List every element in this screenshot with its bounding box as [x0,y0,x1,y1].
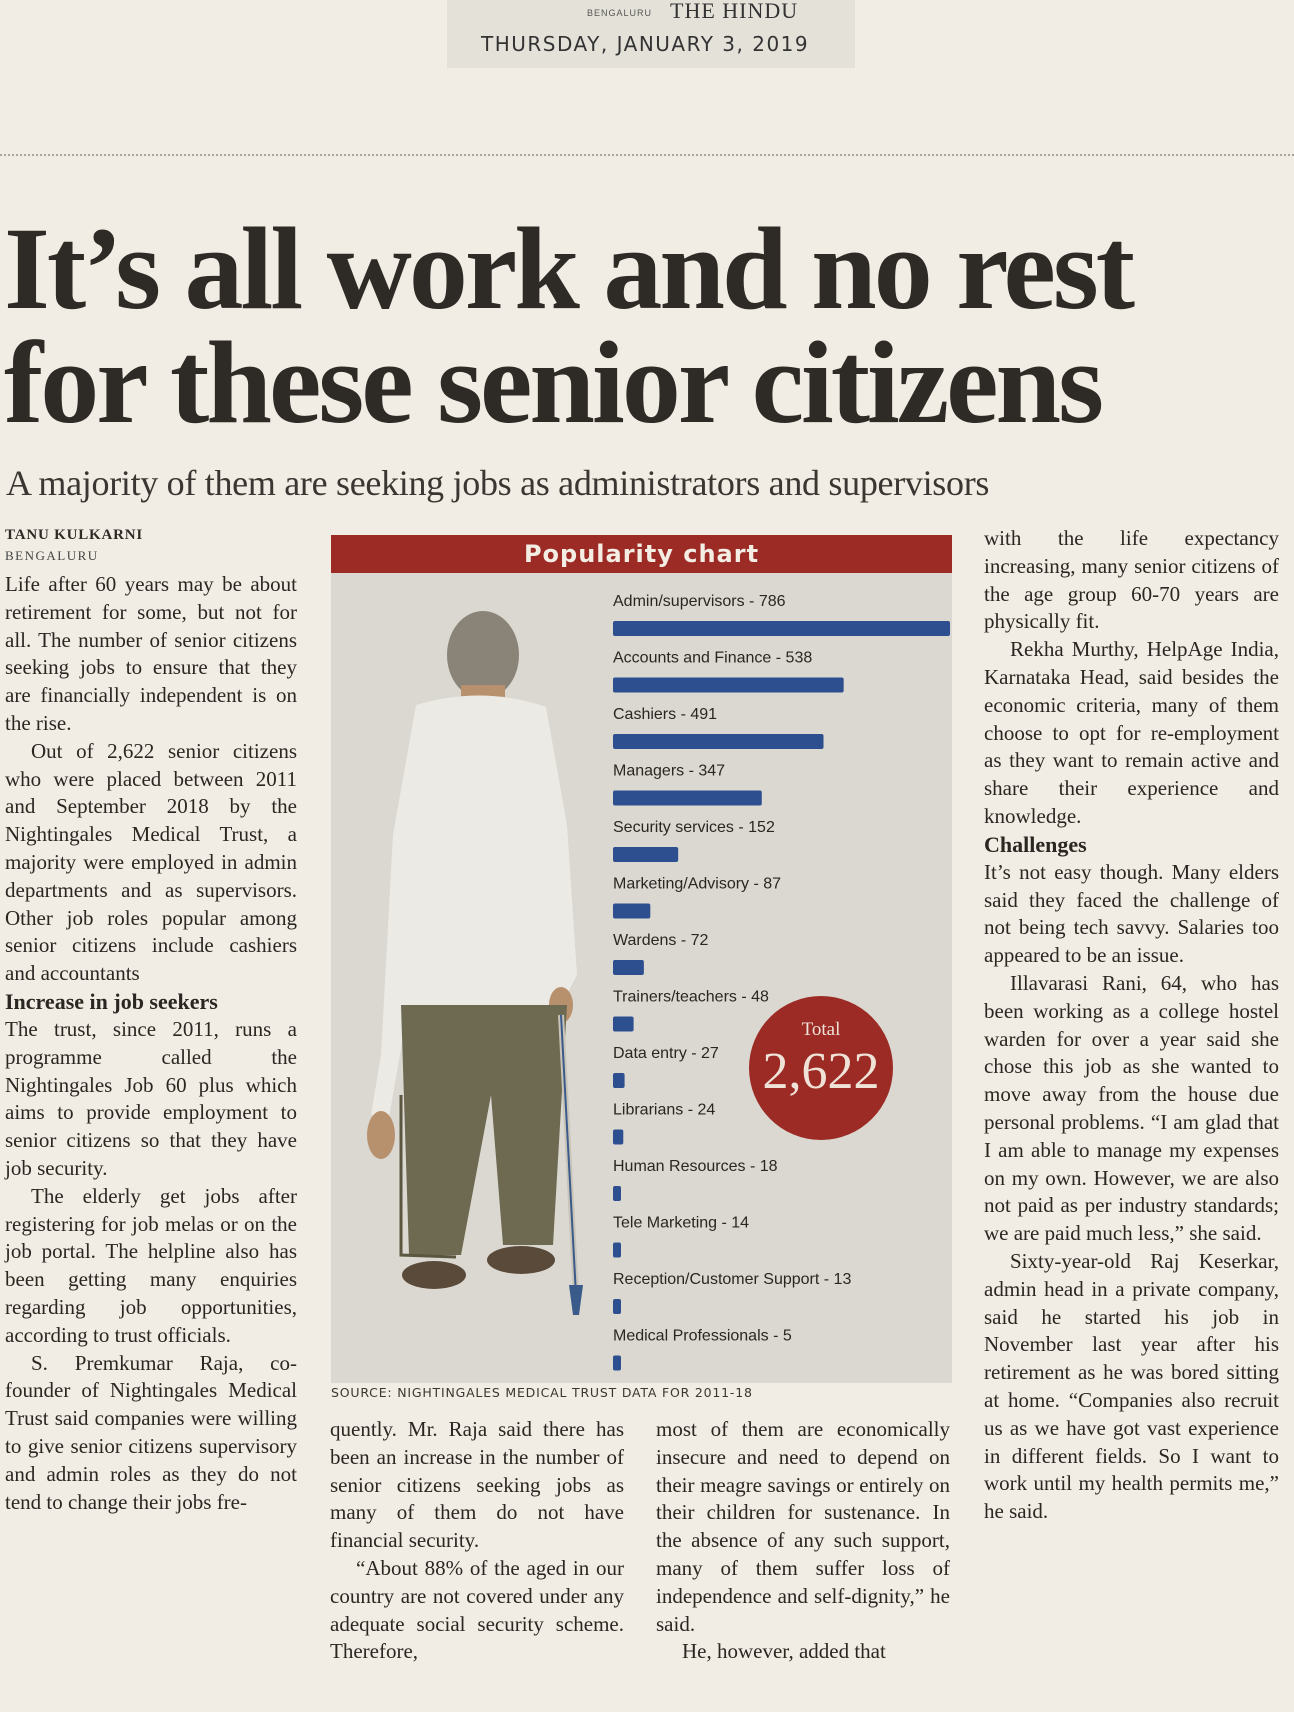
bar-label: Cashiers - 491 [613,706,718,723]
headline-line-1: It’s all work and no rest [4,203,1133,334]
masthead-city: BENGALURU [587,8,653,18]
dateline: BENGALURU [5,548,99,563]
headline [4,203,1184,448]
elderly-man-illustration [367,611,583,1315]
bar-label: Data entry - 27 [613,1045,719,1062]
total-label: Total [801,1019,841,1040]
paragraph: S. Premkumar Raja, co-founder of Nightingales Medical Trust said companies were willing to give senior citizens supervisory and admin roles as they do not tend to change their jobs fre- [5,1350,297,1514]
paragraph: with the life expectancy increasing, many senior citizens of the age group 60-70 years are physically fit. [984,526,1279,634]
bar-label: Trainers/teachers - 48 [613,988,769,1006]
bar-label: Admin/supervisors - 786 [613,593,786,610]
paragraph: Rekha Murthy, HelpAge India, Karnataka Head, said besides the economic criteria, many of them choose to opt for re-employment as they want to remain active and share their experience and knowledge. [984,637,1279,828]
bar-label: Marketing/Advisory - 87 [613,875,782,893]
bar [613,791,762,806]
article-column-3 [656,1416,950,1666]
masthead-paper-name: THE HINDU [670,0,799,23]
bar [613,904,650,919]
bar [613,960,644,975]
chart-source: SOURCE: NIGHTINGALES MEDICAL TRUST DATA FOR 2011-18 [331,1385,753,1400]
bar [613,1130,623,1145]
paragraph: quently. Mr. Raja said there has been an increase in the number of senior citizens seeking jobs as many of them do not have financial security. [330,1417,624,1553]
bar [613,678,844,693]
masthead [447,0,855,68]
byline: TANU KULKARNI [5,527,144,543]
bar-label: Reception/Customer Support - 13 [613,1271,852,1288]
chart-title: Popularity chart [523,540,760,568]
subhead-challenges: Challenges [984,831,1087,857]
bar-label: Security services - 152 [613,819,775,836]
paragraph: Out of 2,622 senior citizens who were placed between 2011 and September 2018 by the Nightingales Medical Trust, a majority were employed in admin departments and as supervisors. Other job roles popular among senior citizens include cashiers and accountants [5,738,297,986]
bar [613,1017,634,1032]
bar [613,847,678,862]
paragraph: Illavarasi Rani, 64, who has been working as a college hostel warden for over a year said she chose this job as she wanted to move away from the house due personal problems. “I am glad that I am able to manage my expenses on my own. However, we are also not paid as per industry standards; we are paid much less,” she said. [984,970,1279,1246]
bar-label: Librarians - 24 [613,1101,716,1119]
popularity-infographic [331,535,952,1405]
masthead-date: THURSDAY, JANUARY 3, 2019 [481,32,810,56]
standfirst: A majority of them are seeking jobs as administrators and supervisors [6,463,990,503]
bar [613,1243,621,1258]
total-value: 2,622 [762,1043,880,1100]
bar-label: Tele Marketing - 14 [613,1214,750,1232]
bar [613,734,824,749]
bar-chart [331,535,952,1383]
bar-label: Medical Professionals - 5 [613,1327,792,1345]
bar [613,1356,621,1371]
headline-line-2: for these senior citizens [4,317,1102,448]
clipping-edge-divider [0,154,1294,156]
paragraph: “About 88% of the aged in our country are not covered under any adequate social security scheme. Therefore, [330,1555,624,1664]
bar [613,1299,621,1314]
bar [613,621,950,636]
article-column-4 [984,525,1279,1526]
subhead-increase-in-job-seekers: Increase in job seekers [5,988,218,1014]
bar-label: Wardens - 72 [613,932,709,949]
bar [613,1186,621,1201]
bar-label: Accounts and Finance - 538 [613,649,813,667]
paragraph: Life after 60 years may be about retirement for some, but not for all. The number of senior citizens seeking jobs to ensure that they are financially independent is on the rise. [5,572,297,735]
article-column-2 [330,1416,624,1666]
total-badge [749,996,893,1140]
paragraph: Sixty-year-old Raj Keserkar, admin head in a private company, said he started his job in November last year after his retirement as he was bored sitting at home. “Companies also recruit us as we have got vast experience in different fields. So I want to work until my health permits me,” he said. [984,1248,1279,1524]
paragraph: most of them are economically insecure and need to depend on their meagre savings or entirely on their children for sustenance. In the absence of any such support, many of them suffer loss of independence and self-dignity,” he said. [656,1417,950,1636]
bars-layer [613,593,950,1371]
paragraph: The elderly get jobs after registering for job melas or on the job portal. The helpline also has been getting many enquiries regarding job opportunities, according to trust officials. [5,1183,297,1347]
paragraph: He, however, added that [682,1639,886,1664]
paragraph: The trust, since 2011, runs a programme called the Nightingales Job 60 plus which aims to provide employment to senior citizens so that they have job security. [5,1016,297,1180]
bar-label: Human Resources - 18 [613,1158,778,1175]
paragraph: It’s not easy though. Many elders said they faced the challenge of not being tech savvy. Salaries too appeared to be an issue. [984,859,1279,968]
article-column-1 [5,525,297,1516]
bar [613,1073,625,1088]
bar-label: Managers - 347 [613,762,726,780]
